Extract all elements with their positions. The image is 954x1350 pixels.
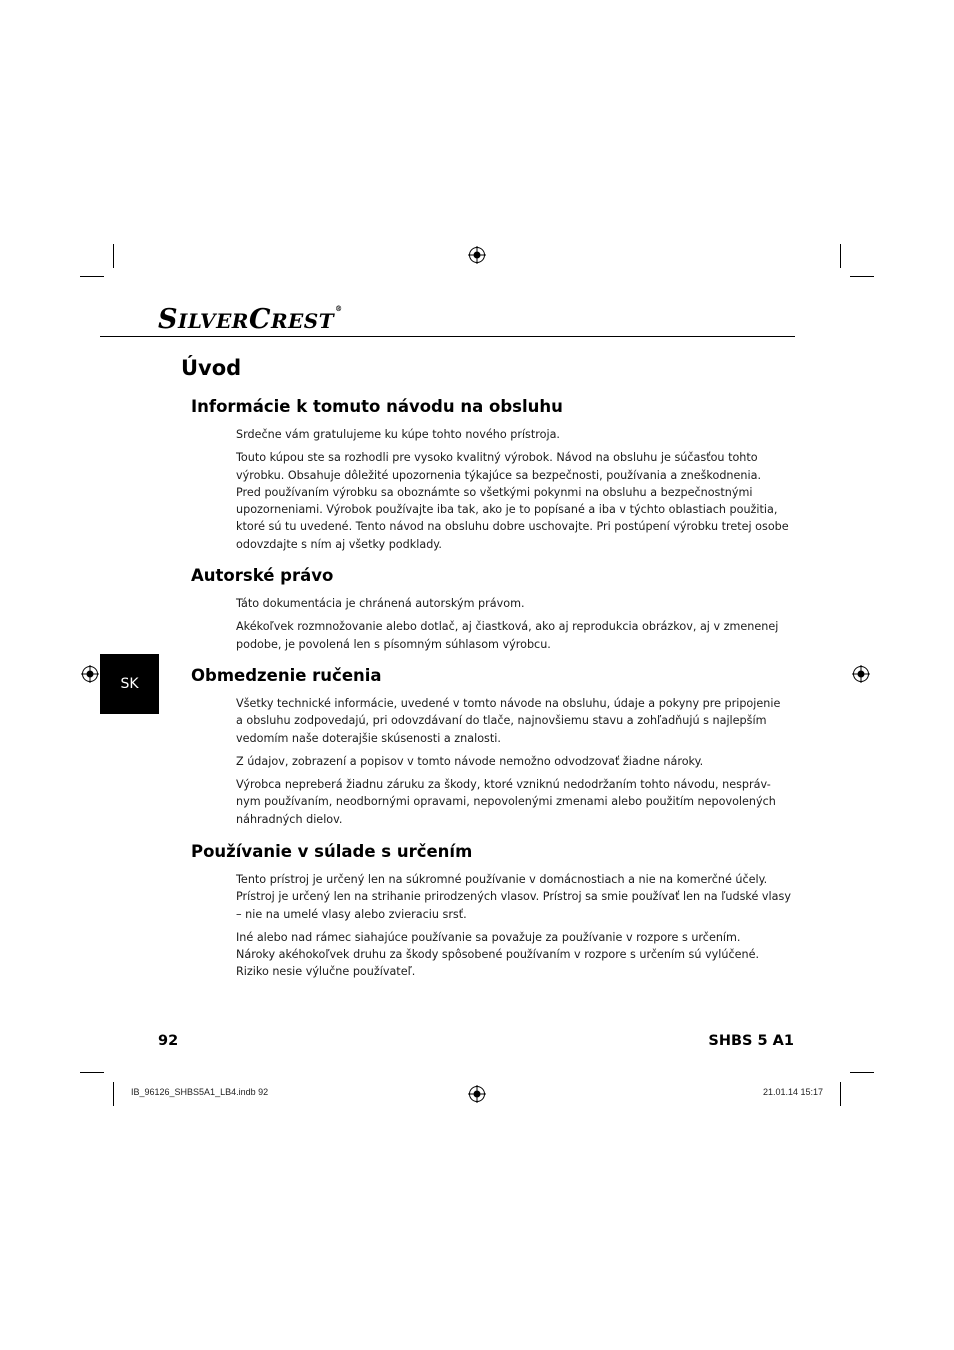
- crop-mark: [80, 276, 104, 277]
- text-line: Táto dokumentácia je chránená autorským právom.: [236, 597, 525, 610]
- text-line: – nie na umelé vlasy alebo zvieraciu srsť.: [236, 907, 467, 921]
- registration-mark-icon: [468, 246, 486, 264]
- text-line: upozorneniami. Výrobok používajte iba tak, ako je to popísané a iba v týchto oblastiach použitia,: [236, 503, 778, 517]
- text-line: ktoré sú tu uvedené. Tento návod na obsluhu dobre uschovajte. Pri postúpení výrobku tretej osobe: [236, 520, 789, 534]
- text-line: nym používaním, neodbornými opravami, nepovolenými zmenami alebo použitím nepovolených: [236, 795, 776, 809]
- text-line: Tento prístroj je určený len na súkromné používanie v domácnostiach a nie na komerčné účely.: [236, 873, 768, 886]
- language-tab: SK: [100, 654, 159, 714]
- section-intended-use: [191, 841, 791, 987]
- paragraph: [236, 695, 781, 747]
- paragraph: [236, 871, 791, 923]
- text-line: Riziko nesie výlučne používateľ.: [236, 965, 416, 979]
- paragraph: [236, 618, 781, 653]
- page-number: 92: [158, 1033, 179, 1049]
- section-liability: [191, 665, 781, 834]
- section-heading: Používanie v súlade s určením: [191, 842, 473, 861]
- crop-mark: [113, 1082, 114, 1106]
- text-line: Touto kúpou ste sa rozhodli pre vysoko kvalitný výrobok. Návod na obsluhu je súčasťou tohto: [236, 451, 758, 465]
- crop-mark: [840, 1082, 841, 1106]
- registration-mark-icon: [81, 665, 99, 683]
- registered-mark: ®: [335, 304, 343, 313]
- text-line: Z údajov, zobrazení a popisov v tomto návode nemožno odvodzovať žiadne nároky.: [236, 754, 704, 768]
- page-title: Úvod: [181, 356, 242, 380]
- section-heading: Informácie k tomuto návodu na obsluhu: [191, 397, 563, 416]
- registration-mark-icon: [468, 1085, 486, 1103]
- text-line: Akékoľvek rozmnožovanie alebo dotlač, aj čiastková, ako aj reprodukcia obrázkov, aj v zmenenej: [236, 620, 779, 634]
- paragraph: [236, 426, 781, 443]
- section-heading: Obmedzenie ručenia: [191, 666, 382, 685]
- text-line: výrobku. Obsahuje dôležité upozornenia týkajúce sa bezpečnosti, používania a zneškodnenia.: [236, 468, 762, 482]
- crop-mark: [840, 244, 841, 268]
- section-heading: Autorské právo: [191, 566, 334, 585]
- paragraph: [236, 449, 789, 553]
- text-line: podobe, je povolená len s písomným súhlasom výrobcu.: [236, 637, 551, 651]
- print-file-info: IB_96126_SHBS5A1_LB4.indb 92: [131, 1087, 269, 1097]
- text-line: vedomím naše doterajšie skúsenosti a znalosti.: [236, 731, 501, 745]
- text-line: Iné alebo nad rámec siahajúce používanie sa považuje za používanie v rozpore s určením.: [236, 930, 741, 944]
- text-line: Výrobca nepreberá žiadnu záruku za škody, ktoré vzniknú nedodržaním tohto návodu, nespráv-: [236, 778, 771, 792]
- text-line: odovzdajte s ním aj všetky podklady.: [236, 537, 442, 551]
- section-manual-info: [191, 396, 789, 559]
- header-rule: [100, 336, 795, 337]
- section-copyright: [191, 565, 781, 659]
- print-date-info: 21.01.14 15:17: [763, 1087, 824, 1097]
- registration-mark-icon: [852, 665, 870, 683]
- silvercrest-logo: SILVERCREST®: [158, 304, 343, 335]
- text-line: Pred používaním výrobku sa oboznámte so všetkými pokynmi na obsluhu a bezpečnostnými: [236, 485, 753, 499]
- model-number: SHBS 5 A1: [708, 1033, 794, 1049]
- paragraph: [236, 753, 781, 770]
- text-line: Nároky akéhokoľvek druhu za škody spôsobené používaním v rozpore s určením sú vylúčené.: [236, 948, 760, 962]
- text-line: náhradných dielov.: [236, 812, 343, 826]
- text-line: a obsluhu zodpovedajú, pri odovzdávaní do tlače, najnovšiemu stavu a zohľadňujú s najlepším: [236, 714, 767, 728]
- crop-mark: [113, 244, 114, 268]
- paragraph: [236, 776, 781, 828]
- text-line: Všetky technické informácie, uvedené v tomto návode na obsluhu, údaje a pokyny pre pripojenie: [236, 697, 781, 710]
- text-line: Prístroj je určený len na strihanie prirodzených vlasov. Prístroj sa smie používať len na ľudské vlasy: [236, 890, 791, 904]
- paragraph: [236, 595, 781, 612]
- paragraph: [236, 929, 781, 981]
- crop-mark: [850, 276, 874, 277]
- text-line: Srdečne vám gratulujeme ku kúpe tohto nového prístroja.: [236, 428, 560, 441]
- crop-mark: [850, 1072, 874, 1073]
- crop-mark: [80, 1072, 104, 1073]
